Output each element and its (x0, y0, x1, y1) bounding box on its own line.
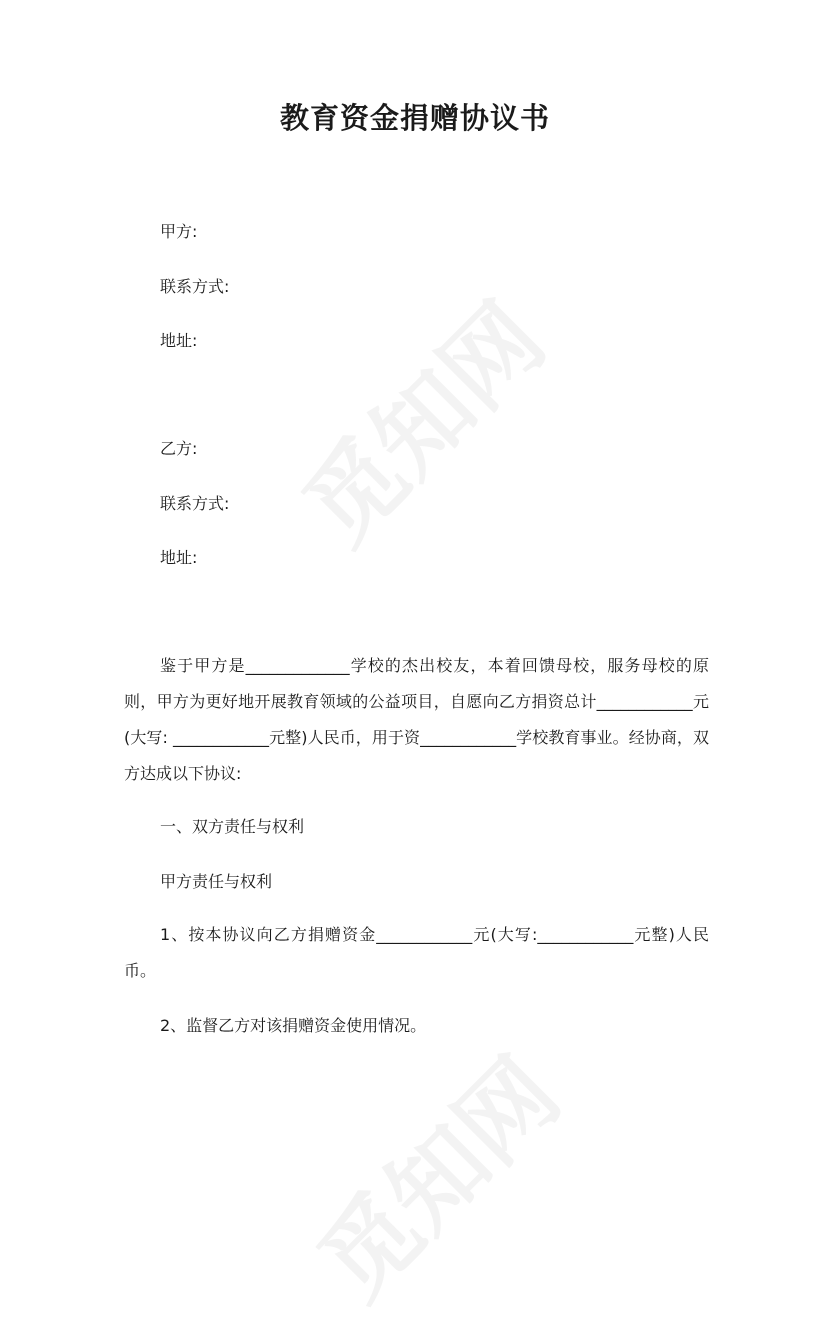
watermark: 觅知网 (282, 282, 566, 566)
party-b-address-label: 地址: (160, 548, 198, 567)
document-title: 教育资金捐赠协议书 (279, 101, 550, 135)
preamble-paragraph: 鉴于甲方是_____________学校的杰出校友，本着回馈母校，服务母校的原则，甲方为更好地开展教育领域的公益项目，自愿向乙方捐资总计____________元(大写: ____________元整)人民币，用于资____________学校教育事业。经协商，双方达成以下协议: (124, 656, 709, 783)
party-b-name-label: 乙方: (160, 439, 198, 458)
clause-1: 1、按本协议向乙方捐赠资金____________元(大写:____________元整)人民币。 (124, 925, 709, 980)
clause-2: 2、监督乙方对该捐赠资金使用情况。 (160, 1016, 427, 1035)
party-a-contact-label: 联系方式: (160, 277, 230, 296)
section-heading-responsibilities: 一、双方责任与权利 (160, 817, 305, 836)
watermark-bottom: 觅知网 (297, 1037, 581, 1321)
party-a-address-label: 地址: (160, 331, 198, 350)
party-b-contact-label: 联系方式: (160, 494, 230, 513)
subsection-heading-party-a: 甲方责任与权利 (160, 872, 273, 891)
party-a-name-label: 甲方: (160, 222, 198, 241)
